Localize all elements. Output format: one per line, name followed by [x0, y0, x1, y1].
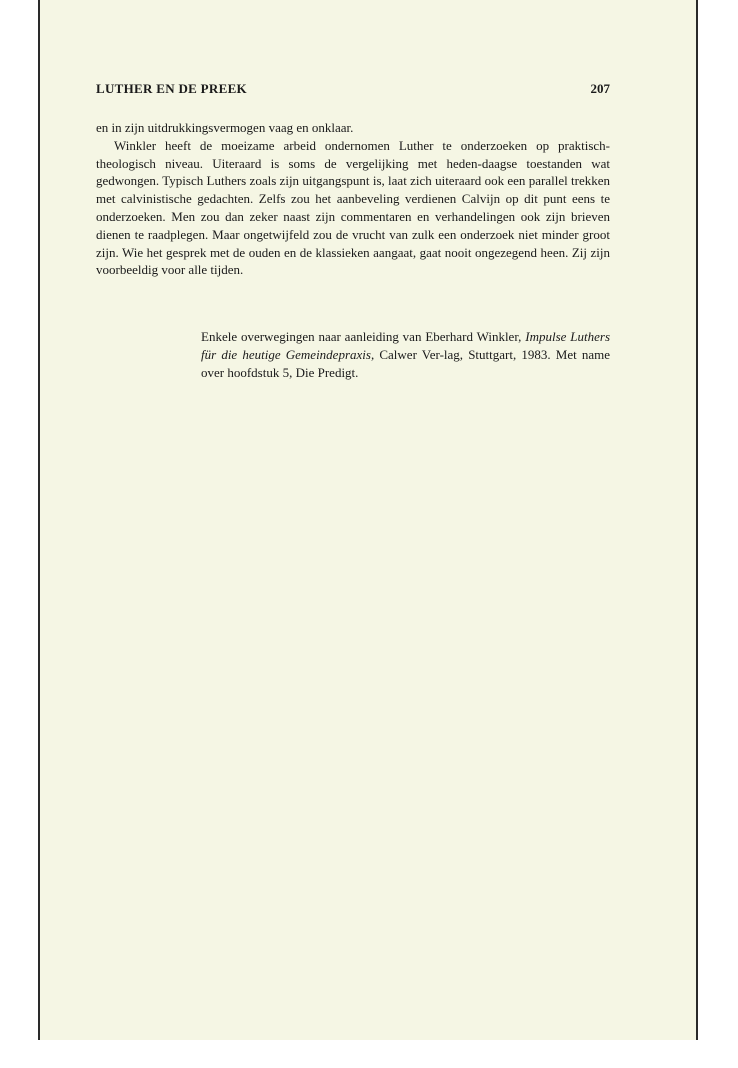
reference-intro: Enkele overwegingen naar aanleiding van Eberhard Winkler, — [201, 329, 522, 344]
page-number: 207 — [590, 81, 610, 96]
reference-note — [201, 328, 610, 381]
paragraph-winkler: Winkler heeft de moeizame arbeid ondernomen Luther te onderzoeken op praktisch-theologisch niveau. Uiteraard is soms de vergelijking met heden-daagse toestanden wat gedwongen. Typisch Luthers zoals zijn uitgangspunt is, laat zich uiteraard ook een parallel trekken met calvinistische gedachten. Zelfs zou het aanbeveling verdienen Calvijn op dit punt eens te onderzoeken. Men zou dan zeker naast zijn commentaren en verhandelingen ook zijn brieven dienen te raadplegen. Maar ongetwijfeld zou de vrucht van zulk een onderzoek niet minder groot zijn. Wie het gesprek met de ouden en de klassieken aangaat, gaat nooit ongezegend heen. Zij zijn voorbeeldig voor alle tijden. — [96, 137, 610, 278]
body-text — [96, 119, 610, 279]
running-head-title: LUTHER EN DE PREEK — [96, 81, 247, 96]
paragraph-continuation: en in zijn uitdrukkingsvermogen vaag en onklaar. — [96, 120, 354, 135]
reference-book-title: Impulse Luthers für die heutige Gemeindepraxis, — [201, 329, 610, 362]
running-head — [96, 81, 610, 101]
reference-publisher: Calwer Ver-lag, Stuttgart, 1983. Met name over hoofdstuk 5, Die Predigt. — [201, 346, 611, 380]
